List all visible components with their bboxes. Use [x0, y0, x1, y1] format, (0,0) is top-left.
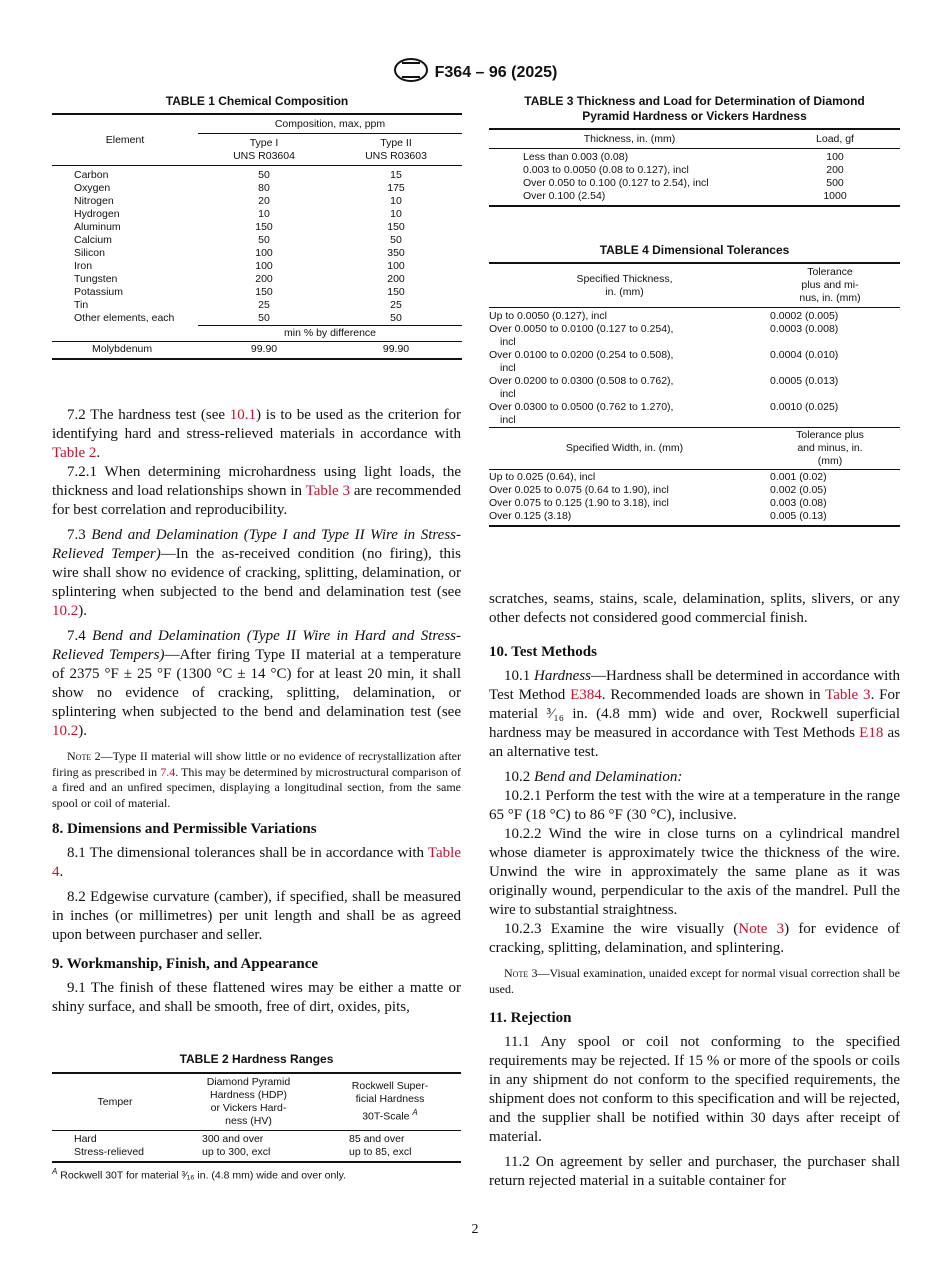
p101-text-d: as an alternative test.	[489, 725, 900, 760]
min-by-difference-label: min % by difference	[198, 326, 462, 342]
note-2-text-a: 2—Type II material will show little or no evidence of recrystallization after firing as prescribed in	[52, 749, 461, 779]
table-row	[489, 308, 900, 324]
note-2	[52, 749, 461, 811]
table-4-thickness-body	[489, 308, 900, 428]
thickness-tolerance: 0.0002 (0.005)	[770, 310, 839, 322]
p73-title: Bend and Delamination (Type I and Type II Wire in Stress-Relieved Temper)	[52, 527, 461, 562]
table-row	[52, 1146, 461, 1162]
element-name: Nitrogen	[74, 195, 114, 207]
table-row	[489, 510, 900, 526]
p101-title: Hardness	[534, 668, 591, 684]
width-range: Over 0.025 to 0.075 (0.64 to 1.90), incl	[489, 484, 669, 496]
thickness-range-line1: Over 0.0200 to 0.0300 (0.508 to 0.762),	[489, 375, 674, 387]
tol-line2: plus and mi-	[801, 279, 859, 291]
table-row	[489, 323, 900, 349]
table-3-caption	[489, 94, 900, 124]
load-value: 1000	[823, 190, 847, 202]
thickness-range-line1: Up to 0.0050 (0.127), incl	[489, 310, 607, 322]
col-header-type1-uns: UNS R03604	[233, 150, 295, 162]
table-2-caption: TABLE 2 Hardness Ranges	[179, 1052, 334, 1066]
type2-value: 100	[387, 260, 405, 272]
para-10-2-1: 10.2.1 Perform the test with the wire at a temperature in the range 65 °F (18 °C) to 86 °F (30 °C), inclusive.	[489, 788, 900, 823]
element-name: Aluminum	[74, 221, 121, 233]
type2-value: 150	[387, 286, 405, 298]
table-2-body	[52, 1131, 461, 1163]
type1-value: 50	[258, 312, 270, 324]
table-row	[52, 247, 462, 260]
astm-logo-icon	[393, 57, 429, 88]
type1-value: 100	[255, 260, 273, 272]
col-header-thickness-tolerance	[760, 263, 900, 308]
rk-line3	[319, 1106, 461, 1124]
thickness-range-line1: Over 0.0300 to 0.0500 (0.762 to 1.270),	[489, 401, 674, 413]
right-column	[489, 590, 900, 1191]
thickness-tolerance: 0.0004 (0.010)	[770, 349, 839, 361]
para-11-1: 11.1 Any spool or coil not conforming to the specified requirements may be rejected. If 15 % or more of the spools or coils in any shipment do not conform to the specified requirements, the shipment does not conform to this specification and will be rejected, and the supplier shall be notified within 30 days after receipt of material.	[489, 1034, 900, 1145]
type1-value: 10	[258, 208, 270, 220]
p74-end: ).	[78, 723, 87, 739]
table-row	[52, 273, 462, 286]
thickness-range	[489, 401, 760, 428]
dph-line3: or Vickers Hard-	[210, 1102, 287, 1114]
table-row	[52, 260, 462, 273]
table-row	[52, 1131, 461, 1147]
type1-value: 25	[258, 299, 270, 311]
element-name: Other elements, each	[74, 312, 175, 324]
thickness-range	[489, 375, 760, 401]
thickness-range-line1: Over 0.0100 to 0.0200 (0.254 to 0.508),	[489, 349, 674, 361]
width-tolerance: 0.005 (0.13)	[770, 510, 827, 522]
p72-text-c: .	[96, 445, 101, 461]
table-row	[489, 470, 900, 485]
table-1-body	[52, 166, 462, 326]
dph-line2: Hardness (HDP)	[209, 1089, 288, 1101]
para-10-2	[489, 768, 900, 787]
table-3	[489, 94, 900, 207]
moly-type1: 99.90	[250, 343, 278, 355]
col-header-element: Element	[105, 133, 145, 146]
dph-line4: ness (HV)	[225, 1115, 272, 1127]
type2-value: 175	[387, 182, 405, 194]
p81-text-b: .	[59, 864, 64, 880]
element-name: Calcium	[74, 234, 112, 246]
table-row	[52, 299, 462, 312]
col-header-rockwell	[319, 1073, 461, 1131]
moly-type2: 99.90	[382, 343, 410, 355]
p73-body: —In the as-received condition (no firing), this wire shall show no evidence of cracking, splitting, delamination, or splintering when subjected to the bend and delamination test (see	[52, 546, 461, 600]
table-row	[52, 182, 462, 195]
type1-value: 150	[255, 221, 273, 233]
type2-value: 10	[390, 208, 402, 220]
spec-thickness-line1: Specified Thickness,	[576, 272, 673, 285]
page-header	[0, 57, 950, 88]
thickness-range-line2: incl	[500, 336, 516, 348]
col-header-composition: Composition, max, ppm	[198, 114, 462, 134]
col-header-type2: Type II	[380, 137, 412, 149]
p73-end: ).	[78, 603, 87, 619]
rk-line2: ficial Hardness	[355, 1093, 425, 1106]
rockwell-value: up to 85, excl	[349, 1146, 412, 1158]
ref-e18[interactable]: E18	[859, 725, 884, 741]
table-row	[52, 286, 462, 299]
table-2-footnote	[52, 1167, 461, 1182]
p1023-text-a: 10.2.3 Examine the wire visually (	[504, 921, 739, 937]
ref-table-3[interactable]: Table 3	[305, 483, 351, 499]
col-header-temper: Temper	[97, 1095, 133, 1108]
type2-value: 10	[390, 195, 402, 207]
thickness-range	[489, 349, 760, 375]
tol-line3: nus, in. (mm)	[799, 292, 861, 304]
rockwell-value: 85 and over	[349, 1133, 405, 1145]
p101-text-a: —Hardness shall be determined in accordance with Test Method	[489, 668, 901, 703]
ref-10-2[interactable]: 10.2	[52, 603, 79, 619]
note-2-label: Note	[67, 749, 92, 763]
table-row	[52, 234, 462, 247]
para-10-1	[489, 667, 900, 762]
width-tolerance: 0.003 (0.08)	[770, 497, 827, 509]
rk-line1: Rockwell Super-	[351, 1080, 429, 1093]
col-header-spec-width: Specified Width, in. (mm)	[565, 442, 684, 454]
table-4	[489, 243, 900, 527]
ref-table-3-b[interactable]: Table 3	[825, 687, 871, 703]
p101-text-b: . Recommended loads are shown in	[601, 687, 826, 703]
table-2	[52, 1052, 461, 1182]
table-row	[52, 312, 462, 326]
type1-value: 100	[255, 247, 273, 259]
table-row	[52, 195, 462, 208]
load-value: 200	[826, 164, 844, 176]
moly-label: Molybdenum	[92, 343, 153, 355]
width-range: Over 0.125 (3.18)	[489, 510, 572, 522]
type1-value: 50	[258, 169, 270, 181]
thickness-range-line1: Over 0.0050 to 0.0100 (0.127 to 0.254),	[489, 323, 674, 335]
table-4-grid	[489, 262, 900, 527]
p81-text-a: 8.1 The dimensional tolerances shall be in accordance with	[67, 845, 428, 861]
type1-value: 20	[258, 195, 270, 207]
table-row	[52, 221, 462, 234]
table-2-grid	[52, 1072, 461, 1163]
para-9-1: 9.1 The finish of these flattened wires may be either a matte or shiny surface, and shall be smooth, free of dirt, oxides, pits,	[52, 980, 461, 1015]
temper-name: Hard	[74, 1133, 97, 1145]
wtol-line3: (mm)	[817, 455, 843, 467]
thickness-range: Over 0.100 (2.54)	[523, 190, 606, 202]
ref-10-1[interactable]: 10.1	[229, 407, 256, 423]
thickness-tolerance: 0.0010 (0.025)	[770, 401, 839, 413]
p101-num: 10.1	[504, 668, 534, 684]
width-tolerance: 0.001 (0.02)	[770, 471, 827, 483]
dph-value: 300 and over	[202, 1133, 264, 1145]
para-9-1-continued: scratches, seams, stains, scale, delamination, splits, slivers, or any other defects not considered good commercial finish.	[489, 591, 900, 626]
wtol-line1: Tolerance plus	[796, 429, 864, 441]
p721-text-a: 7.2.1 When determining microhardness using light loads, the thickness and load relationships shown in	[52, 464, 461, 499]
type1-value: 150	[255, 286, 273, 298]
thickness-tolerance: 0.0003 (0.008)	[770, 323, 839, 335]
type1-value: 200	[255, 273, 273, 285]
thickness-range-line2: incl	[500, 362, 516, 374]
col-header-spec-thickness	[489, 263, 760, 308]
thickness-range: 0.003 to 0.0050 (0.08 to 0.127), incl	[523, 164, 689, 176]
p73-num: 7.3	[67, 527, 92, 543]
dph-value: up to 300, excl	[202, 1146, 271, 1158]
temper-name: Stress-relieved	[74, 1146, 145, 1158]
note-3	[489, 966, 900, 997]
table-3-body	[489, 149, 900, 207]
table-4-caption: TABLE 4 Dimensional Tolerances	[599, 243, 790, 257]
ref-table-4[interactable]: Table 4	[52, 845, 461, 880]
dph-line1: Diamond Pyramid	[206, 1076, 291, 1088]
document-code: F364 – 96 (2025)	[434, 63, 558, 81]
section-8-heading: 8. Dimensions and Permissible Variations	[52, 821, 317, 837]
element-name: Tin	[74, 299, 89, 311]
ref-note-3[interactable]: Note 3	[738, 921, 785, 937]
footnote-text: Rockwell 30T for material ³⁄₁₆ in. (4.8 mm) wide and over only.	[60, 1169, 347, 1182]
section-11-heading: 11. Rejection	[489, 1010, 572, 1026]
table-3-caption-line1: TABLE 3 Thickness and Load for Determination of Diamond	[524, 94, 865, 108]
col-header-type1: Type I	[249, 137, 279, 149]
tol-line1: Tolerance	[807, 266, 853, 278]
thickness-range	[489, 308, 760, 324]
para-7-3	[52, 526, 461, 621]
ref-table-2[interactable]: Table 2	[52, 445, 97, 461]
load-value: 100	[826, 151, 844, 163]
p74-num: 7.4	[67, 628, 93, 644]
para-10-2-2: 10.2.2 Wind the wire in close turns on a cylindrical mandrel whose diameter is approximately twice the thickness of the wire. Unwind the wire in approximately the same plane as it was originally wound, perpendicular to the axis of the mandrel. Pull the wire to substantial straightness.	[489, 826, 900, 918]
note-2-text-b: . This may be determined by microstructural comparison of a fired and an unfired specimen, displaying a longitudinal section, from the same spool or coil of material.	[52, 764, 461, 810]
thickness-tolerance: 0.0005 (0.013)	[770, 375, 839, 387]
table-4-width-body	[489, 470, 900, 527]
table-1-grid	[52, 113, 462, 360]
type2-value: 200	[387, 273, 405, 285]
type1-value: 50	[258, 234, 270, 246]
table-row	[489, 190, 900, 206]
table-row	[489, 497, 900, 510]
page-number: 2	[471, 1222, 479, 1237]
section-10-heading: 10. Test Methods	[489, 644, 597, 660]
type2-value: 50	[390, 312, 402, 324]
load-value: 500	[826, 177, 844, 189]
p721-text-b: are recommended for best correlation and reproducibility.	[52, 483, 462, 518]
table-row	[489, 401, 900, 428]
para-7-4	[52, 627, 461, 741]
col-header-dph	[178, 1073, 319, 1131]
left-column	[52, 406, 461, 1017]
wtol-line2: and minus, in.	[797, 442, 863, 454]
section-9-heading: 9. Workmanship, Finish, and Appearance	[52, 956, 319, 972]
ref-10-2-b[interactable]: 10.2	[52, 723, 79, 739]
para-8-1	[52, 844, 461, 882]
para-8-2: 8.2 Edgewise curvature (camber), if specified, shall be measured in inches (or millimetres) per unit length and shall be as agreed upon between purchaser and seller.	[52, 889, 461, 943]
thickness-range: Over 0.050 to 0.100 (0.127 to 2.54), incl	[523, 177, 709, 189]
rk-footnote-marker: A	[412, 1108, 418, 1118]
element-name: Hydrogen	[74, 208, 120, 220]
type2-value: 350	[387, 247, 405, 259]
col-header-type2-uns: UNS R03603	[365, 150, 427, 162]
rk-line3-text: 30T-Scale	[362, 1110, 410, 1123]
para-10-2-3	[489, 920, 900, 958]
type2-value: 25	[390, 299, 402, 311]
p101-text-c: . For material ³⁄₁₆ in. (4.8 mm) wide and over, Rockwell superficial hardness may be measured in accordance with Test Methods	[489, 687, 900, 741]
thickness-range-line2: incl	[500, 414, 516, 426]
element-name: Carbon	[74, 169, 109, 181]
p74-title: Bend and Delamination (Type II Wire in Hard and Stress-Relieved Tempers)	[52, 628, 461, 663]
p74-body: —After firing Type II material at a temperature of 2375 °F ± 25 °F (1300 °C ± 14 °C) for at least 20 min, it shall show no evidence of cracking, splitting, delamination, or splintering when subjected to the bend and delamination test (see	[52, 647, 461, 720]
width-range: Up to 0.025 (0.64), incl	[489, 471, 596, 483]
thickness-range: Less than 0.003 (0.08)	[523, 151, 629, 163]
table-3-grid	[489, 128, 900, 207]
table-row	[52, 166, 462, 183]
table-row	[52, 208, 462, 221]
element-name: Iron	[74, 260, 93, 272]
note-3-text: 3—Visual examination, unaided except for normal visual correction shall be used.	[489, 966, 900, 996]
col-header-width-tolerance	[760, 428, 900, 470]
table-row	[489, 349, 900, 375]
type2-value: 150	[387, 221, 405, 233]
p72-text-a: 7.2 The hardness test (see	[67, 407, 230, 423]
ref-7-4[interactable]: 7.4	[160, 764, 176, 779]
para-11-2: 11.2 On agreement by seller and purchaser, the purchaser shall return rejected material in a suitable container for	[489, 1154, 900, 1189]
element-name: Oxygen	[74, 182, 111, 194]
table-row	[489, 484, 900, 497]
p102-num: 10.2	[504, 769, 534, 785]
thickness-range-line2: incl	[500, 388, 516, 400]
table-row	[489, 375, 900, 401]
width-tolerance: 0.002 (0.05)	[770, 484, 827, 496]
table-3-caption-line2: Pyramid Hardness or Vickers Hardness	[582, 109, 807, 123]
p1023-text-b: ) for evidence of cracking, splitting, delamination, and splintering.	[489, 921, 900, 956]
footnote-marker: A	[52, 1167, 58, 1176]
type2-value: 50	[390, 234, 402, 246]
table-row	[489, 177, 900, 190]
element-name: Tungsten	[74, 273, 118, 285]
p102-title: Bend and Delamination:	[534, 769, 683, 785]
ref-e384[interactable]: E384	[570, 687, 602, 703]
table-1	[52, 94, 462, 360]
col-header-thickness: Thickness, in. (mm)	[583, 133, 676, 145]
p72-text-b: ) is to be used as the criterion for identifying hard and stress-relieved materials in accordance with	[52, 407, 461, 442]
note-3-label: Note	[504, 966, 529, 980]
element-name: Silicon	[74, 247, 105, 259]
thickness-range	[489, 323, 760, 349]
table-1-caption: TABLE 1 Chemical Composition	[165, 94, 349, 108]
type1-value: 80	[258, 182, 270, 194]
spec-thickness-line2: in. (mm)	[605, 285, 644, 298]
table-row	[489, 164, 900, 177]
width-range: Over 0.075 to 0.125 (1.90 to 3.18), incl	[489, 497, 669, 509]
table-row	[489, 149, 900, 165]
col-header-load: Load, gf	[816, 133, 854, 145]
para-7-2-1	[52, 463, 461, 520]
para-7-2	[52, 406, 461, 463]
element-name: Potassium	[74, 286, 124, 298]
type2-value: 15	[390, 169, 402, 181]
